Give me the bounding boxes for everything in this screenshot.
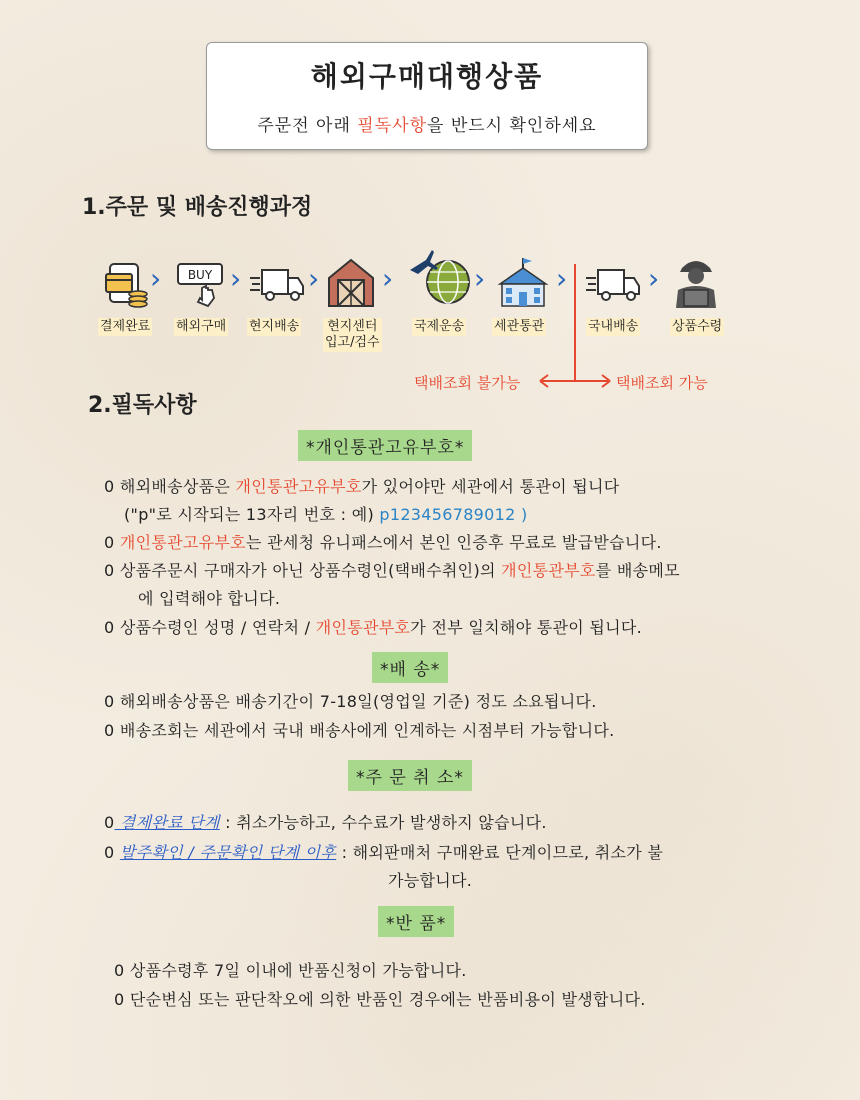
title-box <box>206 42 648 150</box>
step-label-international: 국제운송 <box>414 319 465 334</box>
text: 0 상품수령인 성명 / 연락처 / <box>104 618 316 637</box>
badge-cancel: *주 문 취 소* <box>348 760 472 791</box>
warehouse-icon <box>326 256 376 308</box>
truck-icon <box>584 264 642 304</box>
highlight: 개인통관부호 <box>315 618 411 637</box>
step-label-domestic: 국내배송 <box>588 319 639 334</box>
subtitle-text-end: 을 반드시 확인하세요 <box>427 116 597 136</box>
step-label-local-center <box>323 318 382 352</box>
subtitle-highlight: 필독사항 <box>357 116 427 136</box>
text: 가 있어야만 세관에서 통관이 됩니다 <box>361 477 620 496</box>
flow-arrow: › <box>474 262 486 295</box>
step-label-local-center-line1: 현지센터 <box>327 319 378 334</box>
customs-line-6 <box>104 617 642 639</box>
returns-line-1: 0 상품수령후 7일 이내에 반품신청이 가능합니다. <box>114 961 467 980</box>
cancel-line-1 <box>104 812 547 834</box>
text: ("p"로 시작되는 13자리 번호 : 예) <box>124 505 380 524</box>
text: 0 <box>104 533 120 552</box>
customs-line-2 <box>124 504 528 526</box>
shipping-line-2: 0 배송조회는 세관에서 국내 배송사에게 인계하는 시점부터 가능합니다. <box>104 721 615 740</box>
highlight: 개인통관부호 <box>501 561 596 580</box>
section-heading-process: 1.주문 및 배송진행과정 <box>82 195 313 220</box>
text: 는 관세청 유니패스에서 본인 인증후 무료로 발급받습니다. <box>245 533 662 552</box>
page-title: 해외구매대행상품 <box>310 60 544 93</box>
customs-line-5: 에 입력해야 합니다. <box>138 589 281 608</box>
returns-line-2: 0 단순변심 또는 판단착오에 의한 반품인 경우에는 반품비용이 발생합니다. <box>114 990 646 1009</box>
tracking-divider <box>574 264 576 380</box>
flow-arrow: › <box>150 262 162 295</box>
text: : 취소가능하고, 수수료가 발생하지 않습니다. <box>219 813 547 832</box>
customs-line-1 <box>104 476 620 498</box>
cancel-line-2 <box>104 842 663 864</box>
step-label-customs: 세관통관 <box>494 319 545 334</box>
badge-shipping: *배 송* <box>372 652 448 683</box>
text: 0 <box>104 843 120 862</box>
buy-click-icon <box>176 260 228 308</box>
subtitle-text: 주문전 아래 <box>257 116 358 136</box>
stage-order-confirmed: 발주확인 / 주문확인 단계 이후 <box>119 843 337 862</box>
tracking-unavailable-label: 택배조회 불가능 <box>414 374 521 392</box>
flow-arrow: › <box>230 262 242 295</box>
globe-plane-icon <box>404 246 474 308</box>
flow-arrow: › <box>308 262 320 295</box>
text: 가 전부 일치해야 통관이 됩니다. <box>410 618 643 637</box>
flow-arrow: › <box>556 262 568 295</box>
highlight: 개인통관고유부호 <box>119 533 246 552</box>
text: : 해외판매처 구매완료 단계이므로, 취소가 불 <box>336 843 664 862</box>
page-subtitle <box>207 111 647 136</box>
text: 0 해외배송상품은 <box>104 477 236 496</box>
step-label-received: 상품수령 <box>672 319 723 334</box>
tracking-available-label: 택배조회 가능 <box>616 374 708 392</box>
step-label-local-center-line2: 입고/검수 <box>325 335 380 350</box>
example-code: p123456789012 ) <box>379 505 528 524</box>
section-heading-notice: 2.필독사항 <box>88 393 197 418</box>
payment-icon <box>104 260 150 308</box>
badge-customs-code: *개인통관고유부호* <box>298 430 472 461</box>
courier-person-icon <box>670 254 722 310</box>
text: 0 <box>104 813 115 832</box>
step-label-overseas-purchase: 해외구매 <box>176 319 227 334</box>
customs-building-icon <box>496 256 550 308</box>
step-label-local-shipping: 현지배송 <box>249 319 300 334</box>
step-label-payment: 결제완료 <box>100 319 151 334</box>
flow-arrow: › <box>648 262 660 295</box>
text: 를 배송메모 <box>595 561 680 580</box>
customs-line-4 <box>104 560 680 582</box>
svg-text:BUY: BUY <box>187 268 213 282</box>
shipping-line-1: 0 해외배송상품은 배송기간이 7-18일(영업일 기준) 정도 소요됩니다. <box>104 692 597 711</box>
text: 0 상품주문시 구매자가 아닌 상품수령인(택배수취인)의 <box>104 561 502 580</box>
customs-line-3 <box>104 532 662 554</box>
double-arrow-icon <box>538 372 612 390</box>
badge-returns: *반 품* <box>378 906 454 937</box>
truck-icon <box>248 264 306 304</box>
stage-payment-complete: 결제완료 단계 <box>114 813 220 832</box>
highlight: 개인통관고유부호 <box>235 477 362 496</box>
flow-arrow: › <box>382 262 394 295</box>
cancel-line-3: 가능합니다. <box>388 871 473 890</box>
